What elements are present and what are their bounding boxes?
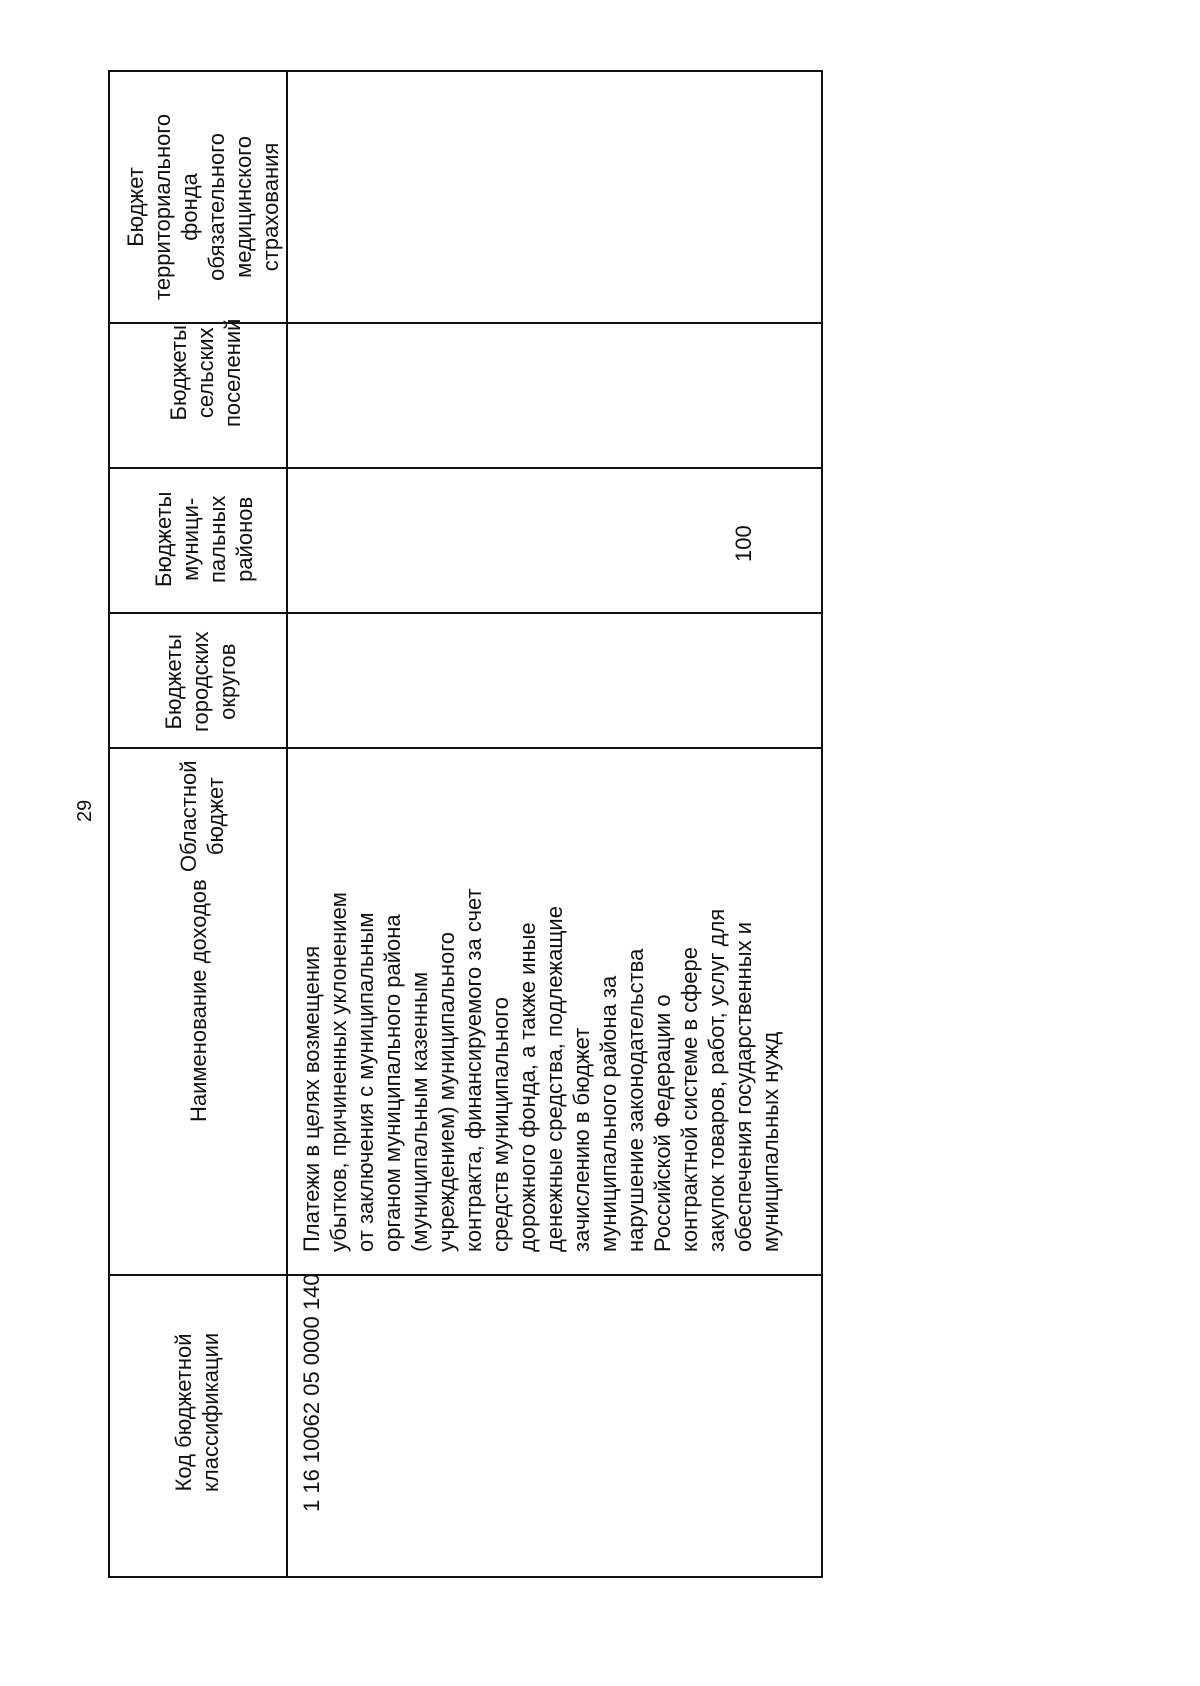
header-city: Бюджеты городских округов — [161, 631, 240, 732]
row-name: Платежи в целях возмещения убытков, причиненных уклонением от заключения с муниципальным органом муниципального района (муниципальным казенным учреждением) муниципального контракта, финансируемого за счет средств муниципального дорожного фонда, а также иные денежные средства, подлежащие зачислению в бюджет муниципального района за нарушение законодательства Российской Федерации о контрактной системе в сфере закупок товаров, работ, услуг для обеспечения государственных и муниципальных нужд — [299, 888, 783, 1252]
row-divider-regional — [110, 747, 821, 749]
header-municipal: Бюджеты муници- пальных районов — [151, 491, 257, 587]
header-fund: Бюджет территориального фонда обязательного медицинского страхования — [123, 113, 283, 300]
header-regional: Областной бюджет — [176, 760, 228, 872]
row-divider-city — [110, 612, 821, 614]
page-number: 29 — [74, 799, 96, 822]
row-code: 1 16 10062 05 0000 140 — [299, 1273, 324, 1512]
row-divider-municipal — [110, 467, 821, 469]
row-divider-code — [110, 1274, 821, 1276]
header-divider — [286, 72, 288, 1576]
header-code: Код бюджетной классификации — [171, 1332, 223, 1492]
row-municipal-value: 100 — [731, 525, 756, 562]
revenue-table — [108, 70, 823, 1578]
header-rural: Бюджеты сельских поселений — [166, 318, 245, 427]
header-name: Наименование доходов — [186, 879, 211, 1122]
